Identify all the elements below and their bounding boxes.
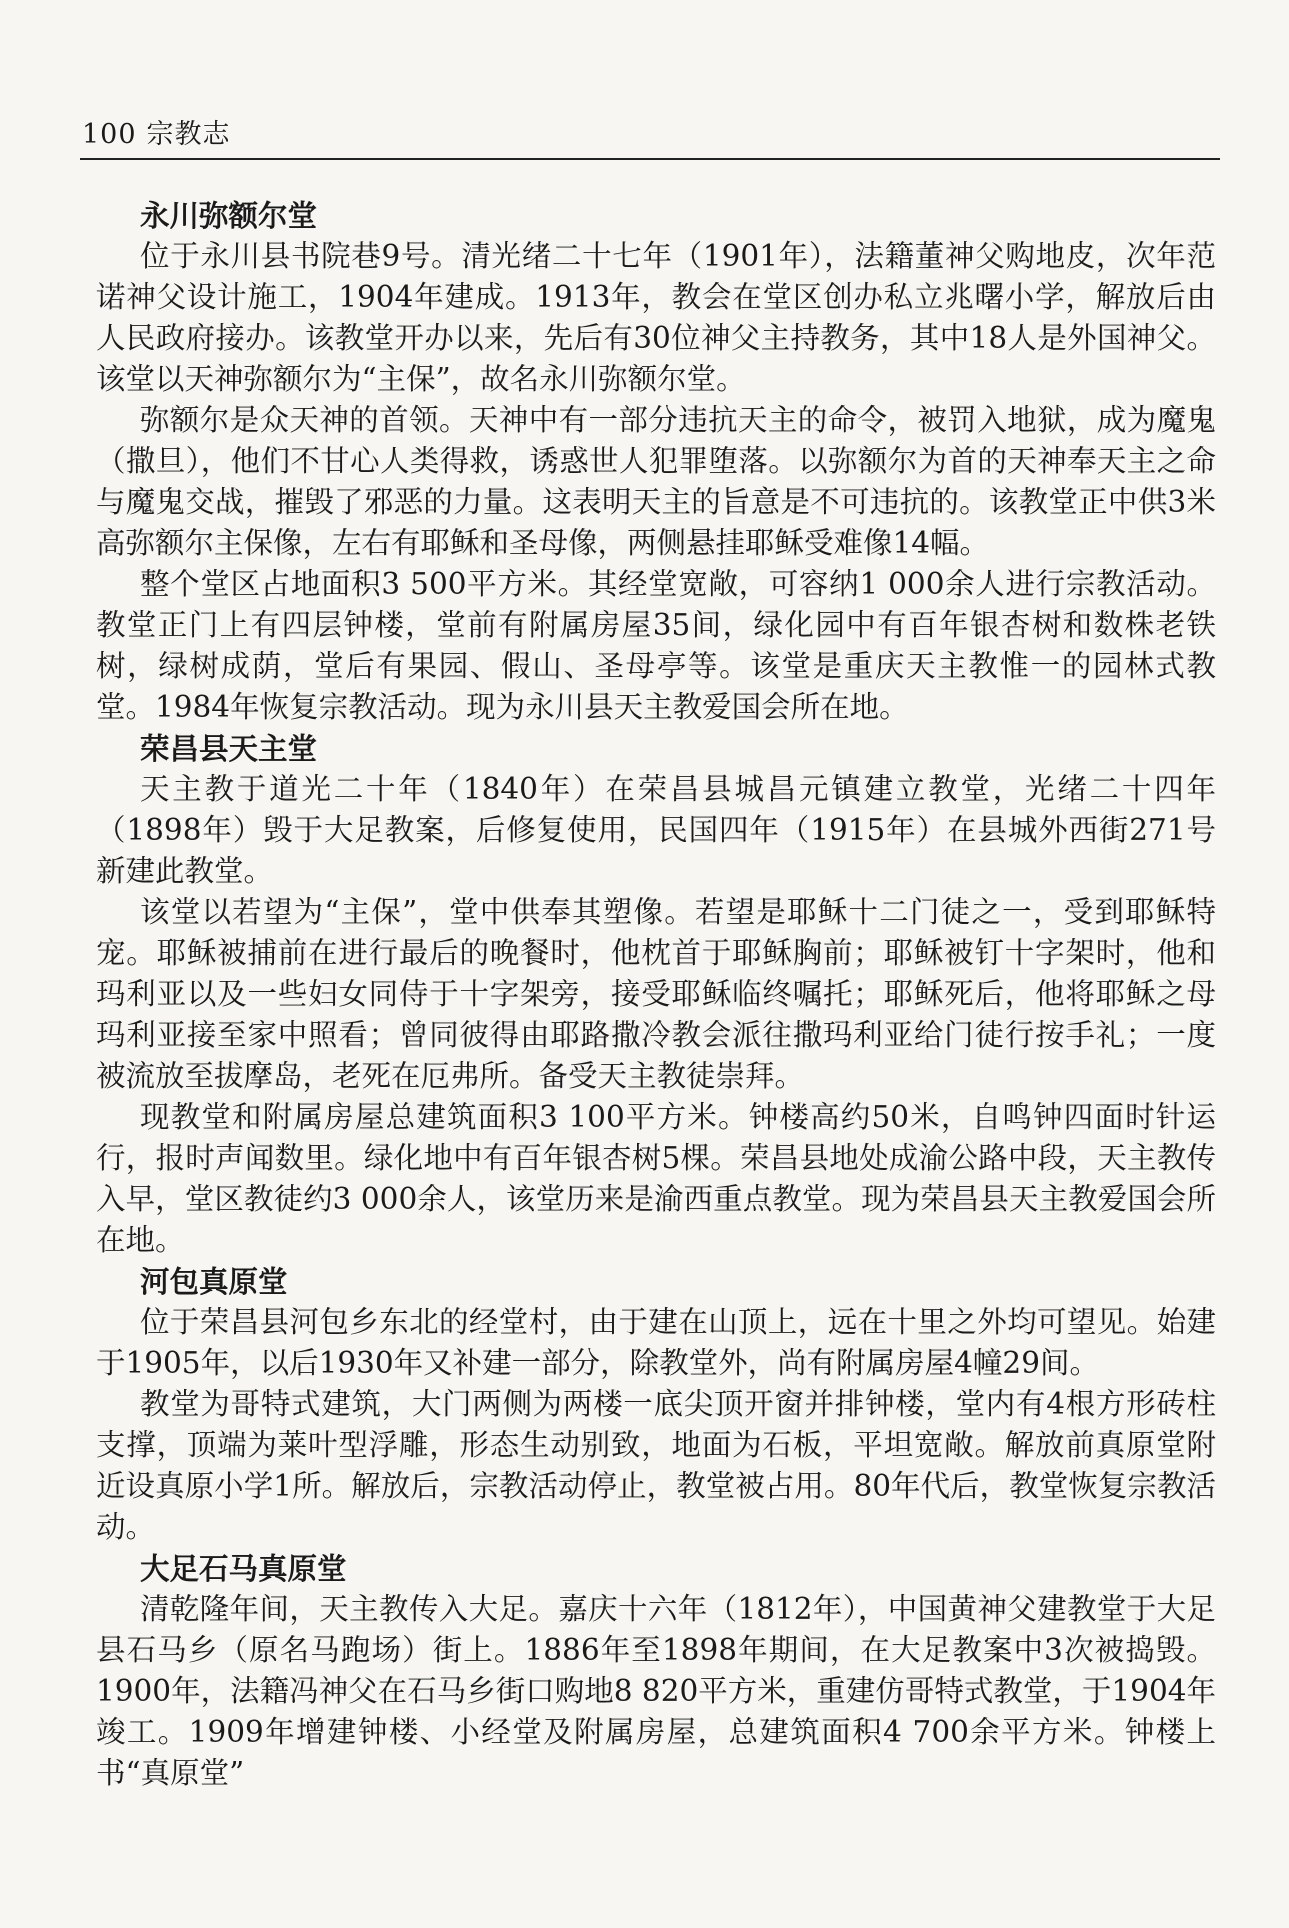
paragraph: 位于永川县书院巷9号。清光绪二十七年（1901年），法籍董神父购地皮，次年范诺神父设计施工，1904年建成。1913年，教会在堂区创办私立兆曙小学，解放后由人民政府接办。该教堂开办以来，先后有30位神父主持教务，其中18人是外国神父。该堂以天神弥额尔为“主保”，故名永川弥额尔堂。: [96, 239, 1216, 396]
section-title: 大足石马真原堂: [140, 1551, 347, 1586]
page-number: 100: [82, 119, 137, 150]
section-title: 河包真原堂: [140, 1264, 288, 1299]
paragraph: 清乾隆年间，天主教传入大足。嘉庆十六年（1812年），中国黄神父建教堂于大足县石马乡（原名马跑场）街上。1886年至1898年期间，在大足教案中3次被捣毁。1900年，法籍冯神父在石马乡街口购地8 820平方米，重建仿哥特式教堂，于1904年竣工。1909年增建钟楼、小经堂及附属房屋，总建筑面积4 700余平方米。钟楼上书“真原堂”: [96, 1592, 1216, 1790]
paragraph: 教堂为哥特式建筑，大门两侧为两楼一底尖顶开窗并排钟楼，堂内有4根方形砖柱支撑，顶端为莱叶型浮雕，形态生动别致，地面为石板，平坦宽敞。解放前真原堂附近设真原小学1所。解放后，宗教活动停止，教堂被占用。80年代后，教堂恢复宗教活动。: [96, 1387, 1216, 1544]
paragraph: 天主教于道光二十年（1840年）在荣昌县城昌元镇建立教堂，光绪二十四年（1898年）毁于大足教案，后修复使用，民国四年（1915年）在县城外西街271号新建此教堂。: [96, 772, 1216, 888]
paragraph: 该堂以若望为“主保”，堂中供奉其塑像。若望是耶稣十二门徒之一，受到耶稣特宠。耶稣被捕前在进行最后的晚餐时，他枕首于耶稣胸前；耶稣被钉十字架时，他和玛利亚以及一些妇女同侍于十字架旁，接受耶稣临终嘱托；耶稣死后，他将耶稣之母玛利亚接至家中照看；曾同彼得由耶路撒冷教会派往撒玛利亚给门徒行按手礼；一度被流放至拔摩岛，老死在厄弗所。备受天主教徒崇拜。: [96, 895, 1216, 1093]
paragraph: 整个堂区占地面积3 500平方米。其经堂宽敞，可容纳1 000余人进行宗教活动。教堂正门上有四层钟楼，堂前有附属房屋35间，绿化园中有百年银杏树和数株老铁树，绿树成荫，堂后有果园、假山、圣母亭等。该堂是重庆天主教惟一的园林式教堂。1984年恢复宗教活动。现为永川县天主教爱国会所在地。: [96, 567, 1216, 724]
page-body: [96, 195, 1216, 1794]
section-title: 永川弥额尔堂: [140, 198, 318, 233]
paragraph: 现教堂和附属房屋总建筑面积3 100平方米。钟楼高约50米，自鸣钟四面时针运行，报时声闻数里。绿化地中有百年银杏树5棵。荣昌县地处成渝公路中段，天主教传入早，堂区教徒约3 000余人，该堂历来是渝西重点教堂。现为荣昌县天主教爱国会所在地。: [96, 1100, 1216, 1257]
header-rule: [80, 158, 1220, 160]
paragraph: 位于荣昌县河包乡东北的经堂村，由于建在山顶上，远在十里之外均可望见。始建于1905年，以后1930年又补建一部分，除教堂外，尚有附属房屋4幢29间。: [96, 1305, 1216, 1380]
paragraph: 弥额尔是众天神的首领。天神中有一部分违抗天主的命令，被罚入地狱，成为魔鬼（撒旦），他们不甘心人类得救，诱惑世人犯罪堕落。以弥额尔为首的天神奉天主之命与魔鬼交战，摧毁了邪恶的力量。这表明天主的旨意是不可违抗的。该教堂正中供3米高弥额尔主保像，左右有耶稣和圣母像，两侧悬挂耶稣受难像14幅。: [96, 403, 1216, 560]
running-header: [82, 112, 231, 151]
book-title: 宗教志: [146, 119, 231, 150]
section-title: 荣昌县天主堂: [140, 731, 318, 766]
